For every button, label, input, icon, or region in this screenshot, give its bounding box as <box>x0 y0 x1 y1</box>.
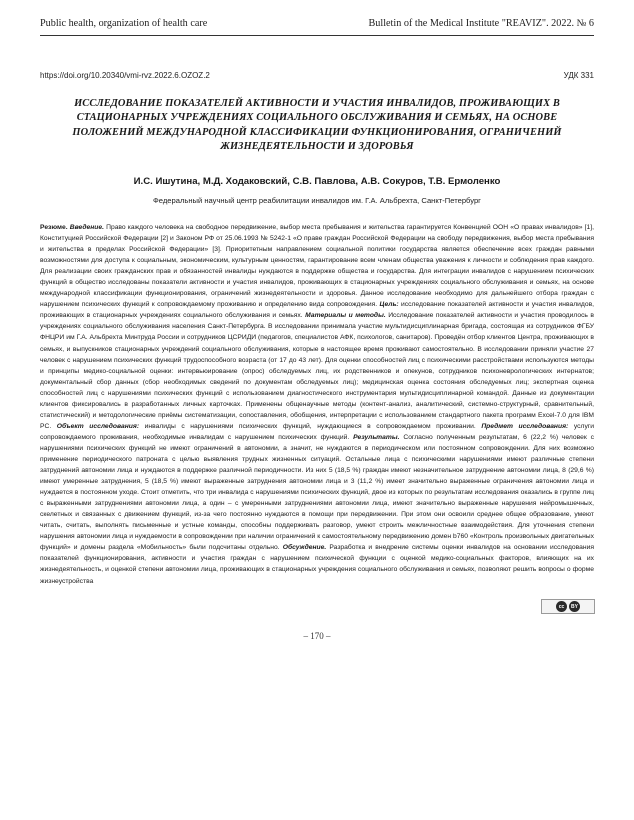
doi-link[interactable]: https://doi.org/10.20340/vmi-rvz.2022.6.OZOZ.2 <box>40 70 210 80</box>
object-text: инвалиды с нарушениями психических функций, нуждающиеся в сопровождаемом проживании. <box>144 422 476 430</box>
methods-heading: Материалы и методы. <box>305 312 386 320</box>
affiliation: Федеральный научный центр реабилитации инвалидов им. Г.А. Альбрехта, Санкт-Петербург <box>153 196 481 205</box>
object-heading: Объект исследования: <box>56 422 140 430</box>
discussion-text: Разработка и внедрение системы оценки инвалидов на основании исследования показателей функционирования, активности и участия граждан с нарушением психической функции с оценкой медико-социальных факторов, влияющих на их жизнедеятельность, и оценкой степени автономии лица, проживающих в стационарных учреждения социального обслуживания и семьях, позволяют решить вопросы о форме жизнеустройства <box>40 544 594 585</box>
subject-heading: Предмет исследования: <box>481 422 569 430</box>
abstract <box>40 222 594 587</box>
article-meta <box>40 68 594 82</box>
goal-text: исследование показателей активности и участия инвалидов, проживающих в стационарных учреждениях социального обслуживания и семьях. <box>40 301 594 320</box>
header-rule <box>40 35 594 36</box>
cc-icon: cc <box>556 601 567 612</box>
goal-heading: Цель: <box>379 301 399 309</box>
abstract-label: Резюме. <box>40 224 68 231</box>
intro-text: Право каждого человека на свободное передвижение, выбор места пребывания и жительства гарантируется Конвенцией ООН «О правах инвалидов» [1], Конституцией Российской Федерации [2] и Законом РФ от 25.06.1993 № 5242-1 «О праве граждан Российской Федерации на свободу передвижения, выбор места пребывания и жительства в пределах Российской Федерации» [3]. Приоритетным направлением социальной политики государства является обеспечение всех граждан равными возможностями для доступа к социальным, экономическим, культурным ценностям, гарантирование всем членам общества уважения к личности и соблюдения прав каждого. Для реализации своих гражданских прав и обязанностей инвалиды нуждаются в поддержке общества и государства. Для интеграции инвалидов с нарушением психических функций в общество исследованы показатели активности и участия инвалидов, проживающих в стационарных учреждениях социального обслуживания и семьях, на основе международной классификации функционирования, ограничений жизнедеятельности и здоровья. Данное исследование необходимо для дальнейшего отбора граждан с нарушением психических функций к сопровождаемому проживанию и определению вида сопровождения. <box>40 224 594 309</box>
subject-text: услуги сопровождаемого проживания, необходимые инвалидам с нарушением психических функций. <box>40 422 595 441</box>
article-title: ИССЛЕДОВАНИЕ ПОКАЗАТЕЛЕЙ АКТИВНОСТИ И УЧАСТИЯ ИНВАЛИДОВ, ПРОЖИВАЮЩИХ В СТАЦИОНАРНЫХ УЧРЕЖДЕНИЯХ СОЦИАЛЬНОГО ОБСЛУЖИВАНИЯ И СЕМЬЯХ, НА ОСНОВЕ ПОЛОЖЕНИЙ МЕЖДУНАРОДНОЙ КЛАССИФИКАЦИИ ФУНКЦИОНИРОВАНИЯ, ОГРАНИЧЕНИЙ ЖИЗНЕДЕЯТЕЛЬНОСТИ И ЗДОРОВЬЯ <box>72 98 562 153</box>
methods-text: Исследование показателей активности и участия проводилось в учреждениях социального обслуживания населения Санкт-Петербурга. В исследовании принимала участие мультидисциплинарная бригада, состоящая из сотрудников ФГБУ ФНЦРИ им Г.А. Альбрехта Минтруда России и сотрудников ЦСРИДИ (педагогов, специалистов АФК, психологов, санитаров). Проведён отбор клиентов Центра, проживающих в семьях, и выпускников стационарных учреждений социального обслуживания, которые в настоящее время проживают самостоятельно. В исследовании приняли участие 27 человек с нарушением психических функций трудоспособного возраста (от 17 до 43 лет). Для оценки способностей лиц с психическими расстройствами используются методы и принципы медико-социальной оценки: интервьюирование (опрос) обследуемых лиц, их родственников и опекунов, сотрудников психоневрологических интернатов; документальный сбор данных (сбор необходимых сведений по документам обследуемых лиц); медицинская оценка состояния обследуемых лиц; экспертная оценка способностей лиц с нарушениями психических функций с использованием диагностического инструментария мультидисциплинарной командой. Данные из документации клиентов фиксировались в разработанных личных карточках. Применены общенаучные методы (контент-анализ, аналитический, системно-структурный, сравнительный, статистический) и методологические приёмы систематизации, сопоставления, обобщения, интерпретации с использованием стандартного пакета программ Excel-7.0 для IBM PC. <box>40 312 594 430</box>
page-number: – 170 – <box>303 631 331 641</box>
udc-code: УДК 331 <box>563 70 594 80</box>
intro-heading: Введение. <box>69 224 104 231</box>
attribution-icon: BY <box>569 601 580 612</box>
results-text: Согласно полученным результатам, 6 (22,2 %) человек с нарушениями психических функций не имеют ограничений в автономии, а значит, не нуждаются в периодическом или постоянном сопровождении. Для них возможно применение периодического патроната с целью выявления трудных жизненных ситуаций. Остальные лица с психическими нарушениями имеют различные степени затруднений автономии лица и нуждаются в поддержке различной периодичности. Из них 5 (18,5 %) граждан имеют незначительное затруднение автономии лица, 8 (29,6 %) имеют умеренные затруднения, 5 (18,5 %) имеют выраженные затруднения автономии лица и 3 (11,2 %) имеет значительно выраженные ограничения автономии лица и нуждается в постоянном уходе. Стоит отметить, что три инвалида с нарушениями психических функций, двое из которых по результатам исследования оказались в группе лиц с выраженными затруднениями автономии лица, а один – с умеренными затруднениями автономии лица, имеют значительно выраженные нарушения нейромышечных, скелетных и связанных с движением функций, из-за чего постоянно нуждаются в помощи при передвижении. При этом они освоили среднее общее образование, умеют читать, считать, выполнять письменные и устные команды, способны поддерживать разговор, умеют строить межличностные взаимодействия. Для уточнения степени нарушения автономии лица и нуждаемости в сопровождении при наличии ограничений к самостоятельному передвижению домен b760 «Контроль произвольных двигательных функций» и домены раздела «Мобильность» были подсчитаны отдельно. <box>40 433 595 552</box>
discussion-heading: Обсуждение. <box>282 544 327 552</box>
journal-section: Public health, organization of health care <box>40 17 208 29</box>
journal-issue: Bulletin of the Medical Institute "REAVIZ". 2022. № 6 <box>368 17 594 29</box>
author-list: И.С. Ишутина, М.Д. Ходаковский, С.В. Павлова, А.В. Сокуров, Т.В. Ермоленко <box>133 176 501 187</box>
cc-license-badge[interactable] <box>541 599 595 614</box>
results-heading: Результаты. <box>353 433 400 441</box>
running-header <box>40 13 594 33</box>
